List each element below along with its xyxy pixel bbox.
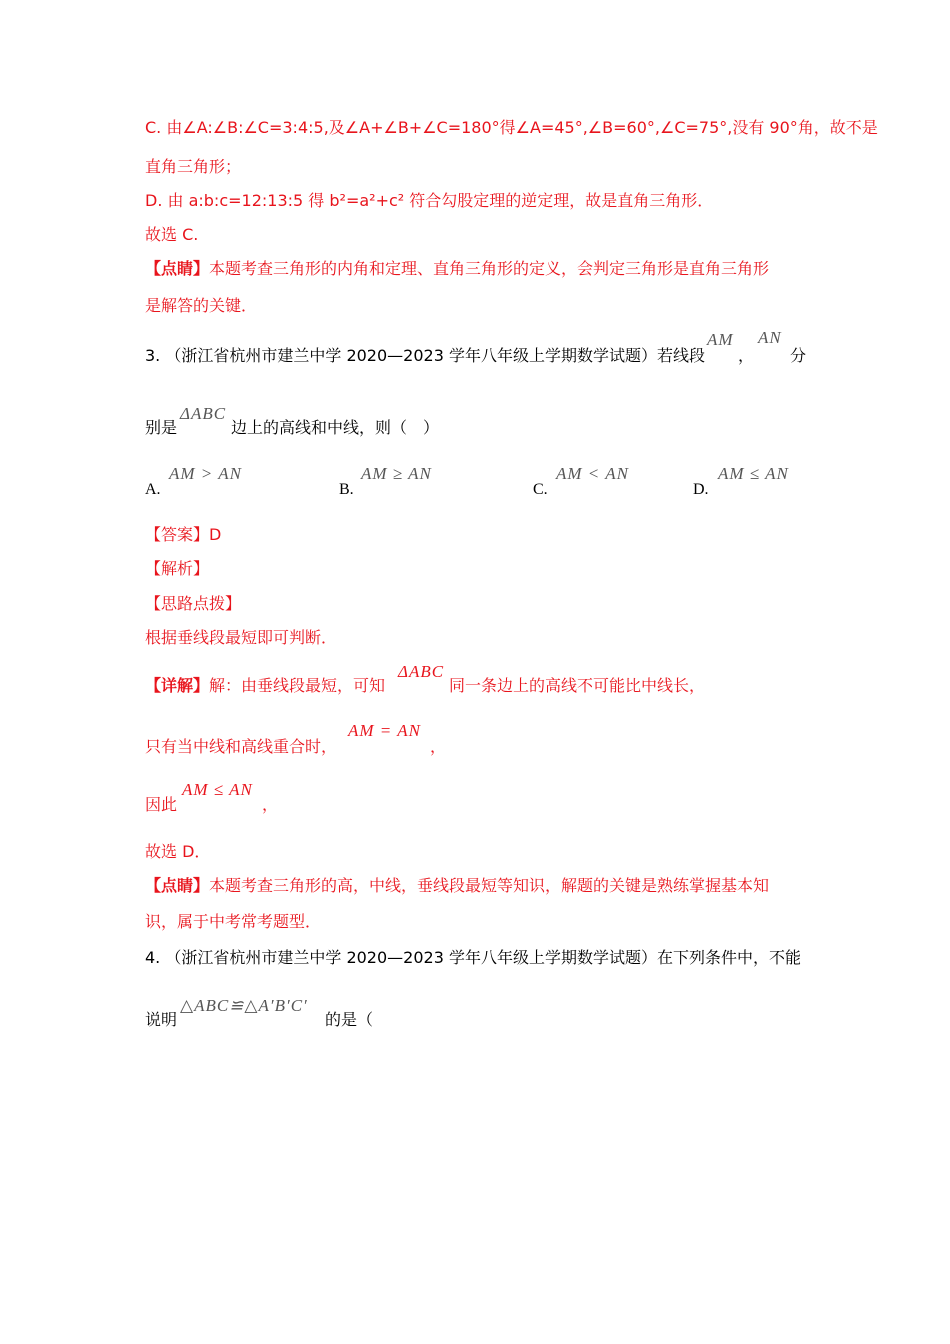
- option-d-label: D.: [693, 481, 709, 498]
- option-c-label: C.: [533, 481, 548, 498]
- option-b-label: B.: [339, 481, 354, 498]
- comment2-line1: [145, 876, 769, 896]
- detail-math-triangle: ΔABC: [398, 662, 445, 681]
- comment2-line2: 识，属于中考常考题型．: [145, 912, 322, 931]
- option-d-explanation: D. 由 a:b:c=12:13:5 得 b²=a²+c² 符合勾股定理的逆定理，故是直角三角形．: [145, 191, 714, 210]
- bie-shi: 别是: [145, 418, 178, 437]
- option-c-explanation-line1: C. 由∠A:∠B:∠C=3:4:5,及∠A+∠B+∠C=180°得∠A=45°,∠B=60°,∠C=75°,没有 90°角，故不是: [145, 118, 878, 137]
- comment-line1: [145, 259, 769, 279]
- therefore: 因此: [145, 795, 178, 814]
- comment-text1: 本题考查三角形的内角和定理、直角三角形的定义，会判定三角形是直角三角形: [209, 259, 770, 278]
- congruence-math: △ABC≌△A′B′C′: [180, 996, 308, 1015]
- le-comma: ，: [262, 795, 279, 814]
- detail-line: [145, 676, 385, 696]
- question4-stem-line1: 4. （浙江省杭州市建兰中学 2020—2023 学年八年级上学期数学试题）在下列条件中，不能: [145, 948, 801, 967]
- fen-char: 分: [790, 346, 807, 365]
- option-a-math: AM > AN: [169, 464, 242, 483]
- comment2-tag: 【点睛】: [145, 876, 210, 895]
- option-c-explanation-line2: 直角三角形；: [145, 157, 242, 176]
- comma: ，: [738, 346, 755, 365]
- answer: 【答案】D: [145, 525, 222, 544]
- shuo-ming: 说明: [145, 1010, 178, 1029]
- math-triangle-abc: ΔABC: [180, 404, 227, 423]
- question3-stem-line1: 3. （浙江省杭州市建兰中学 2020—2023 学年八年级上学期数学试题）若线段: [145, 346, 705, 365]
- option-b-math: AM ≥ AN: [361, 464, 432, 483]
- comment-tag: 【点睛】: [145, 259, 210, 278]
- hint-tag: 【思路点拨】: [145, 594, 242, 613]
- le-math: AM ≤ AN: [182, 780, 253, 799]
- comment2-text1: 本题考查三角形的高，中线，垂线段最短等知识，解题的关键是熟练掌握基本知: [209, 876, 770, 895]
- question4-suffix: 的是（: [325, 1010, 374, 1029]
- option-d-math: AM ≤ AN: [718, 464, 789, 483]
- math-am: AM: [707, 330, 734, 349]
- question3-stem-line2: 边上的高线和中线，则（ ）: [231, 418, 440, 437]
- detail-post: 同一条边上的高线不可能比中线长，: [449, 676, 706, 695]
- analysis-tag: 【解析】: [145, 559, 210, 578]
- math-an: AN: [758, 328, 782, 347]
- eq-math: AM = AN: [348, 721, 421, 740]
- choose-c: 故选 C.: [145, 225, 199, 244]
- detail-pre: 解：由垂线段最短，可知: [209, 676, 386, 695]
- only-when: 只有当中线和高线重合时，: [145, 737, 338, 756]
- option-c-math: AM < AN: [556, 464, 629, 483]
- option-a-label: A.: [145, 481, 161, 498]
- eq-comma: ，: [430, 737, 447, 756]
- choose-d: 故选 D．: [145, 842, 211, 861]
- hint-text: 根据垂线段最短即可判断．: [145, 628, 338, 647]
- detail-tag: 【详解】: [145, 676, 210, 695]
- comment-line2: 是解答的关键．: [145, 296, 258, 315]
